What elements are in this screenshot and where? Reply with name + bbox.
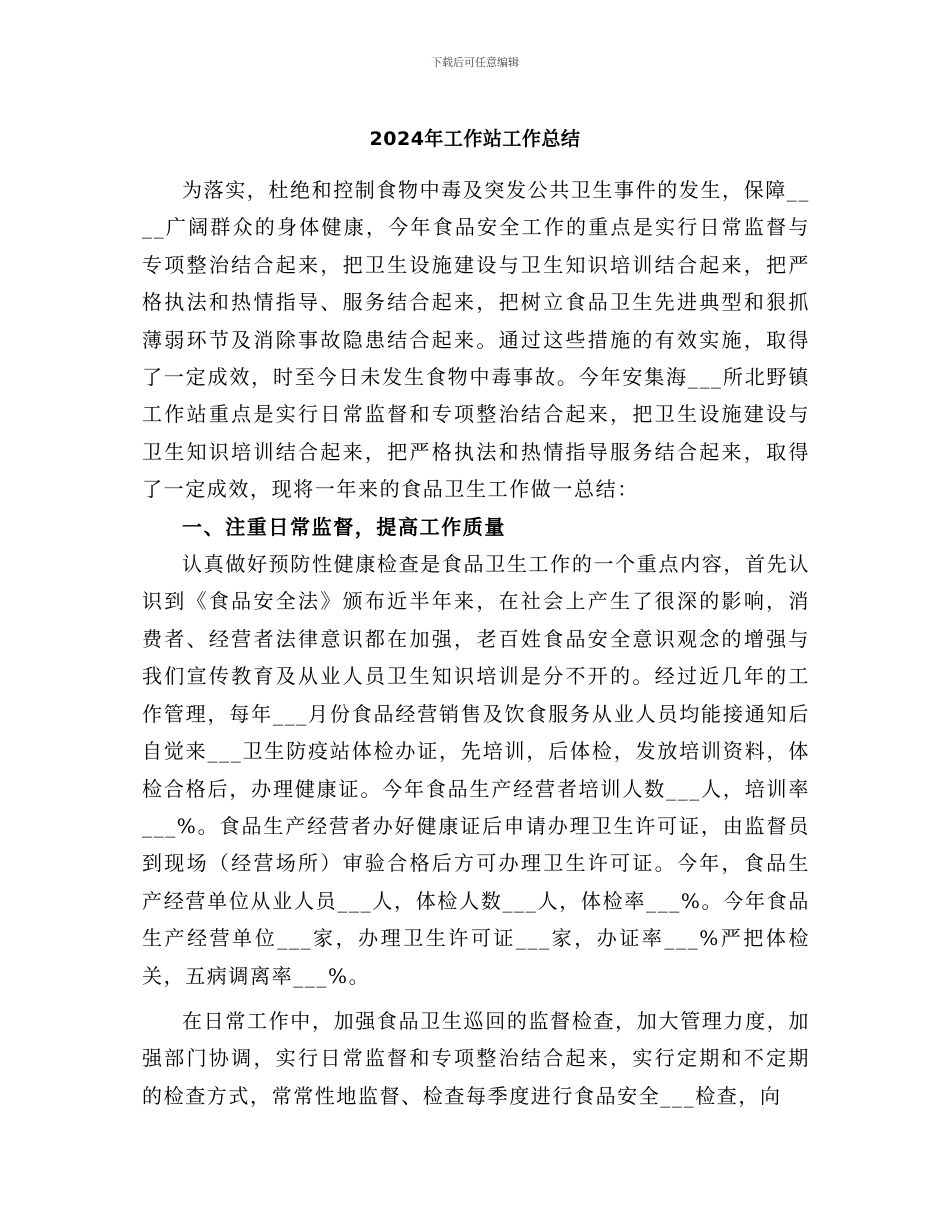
paragraph-spacer xyxy=(142,995,810,1003)
document-title: 2024年工作站工作总结 xyxy=(369,128,581,150)
intro-paragraph: 为落实，杜绝和控制食物中毒及突发公共卫生事件的发生，保障____广阔群众的身体健康，今年食品安全工作的重点是实行日常监督与专项整治结合起来，把卫生设施建设与卫生知识培训结合起来，把严格执法和热情指导、服务结合起来，把树立食品卫生先进典型和狠抓薄弱环节及消除事故隐患结合起来。通过这些措施的有效实施，取得了一定成效，时至今日未发生食物中毒事故。今年安集海___所北野镇工作站重点是实行日常监督和专项整治结合起来，把卫生设施建设与卫生知识培训结合起来，把严格执法和热情指导服务结合起来，取得了一定成效，现将一年来的食品卫生工作做一总结： xyxy=(142,178,810,502)
section-heading: 一、注重日常监督，提高工作质量 xyxy=(182,514,506,539)
section-paragraph-2: 在日常工作中，加强食品卫生巡回的监督检查，加大管理力度，加强部门协调，实行日常监督和专项整治结合起来，实行定期和不定期的检查方式，常常性地监督、检查每季度进行食品安全___检查，向 xyxy=(142,1008,810,1108)
page-header-note: 下载后可任意编辑 xyxy=(431,56,519,69)
document-body xyxy=(142,172,810,1115)
section-paragraph-1: 认真做好预防性健康检查是食品卫生工作的一个重点内容，首先认识到《食品安全法》颁布近半年来，在社会上产生了很深的影响，消费者、经营者法律意识都在加强，老百姓食品安全意识观念的增强与我们宣传教育及从业人员卫生知识培训是分不开的。经过近几年的工作管理，每年___月份食品经营销售及饮食服务从业人员均能接通知后自觉来___卫生防疫站体检办证，先培训，后体检，发放培训资料，体检合格后，办理健康证。今年食品生产经营者培训人数___人，培训率___%。食品生产经营者办好健康证后申请办理卫生许可证，由监督员到现场（经营场所）审验合格后方可办理卫生许可证。今年，食品生产经营单位从业人员___人，体检人数___人，体检率___%。今年食品生产经营单位___家，办理卫生许可证___家，办证率___%严把体检关，五病调离率___%。 xyxy=(142,552,810,988)
